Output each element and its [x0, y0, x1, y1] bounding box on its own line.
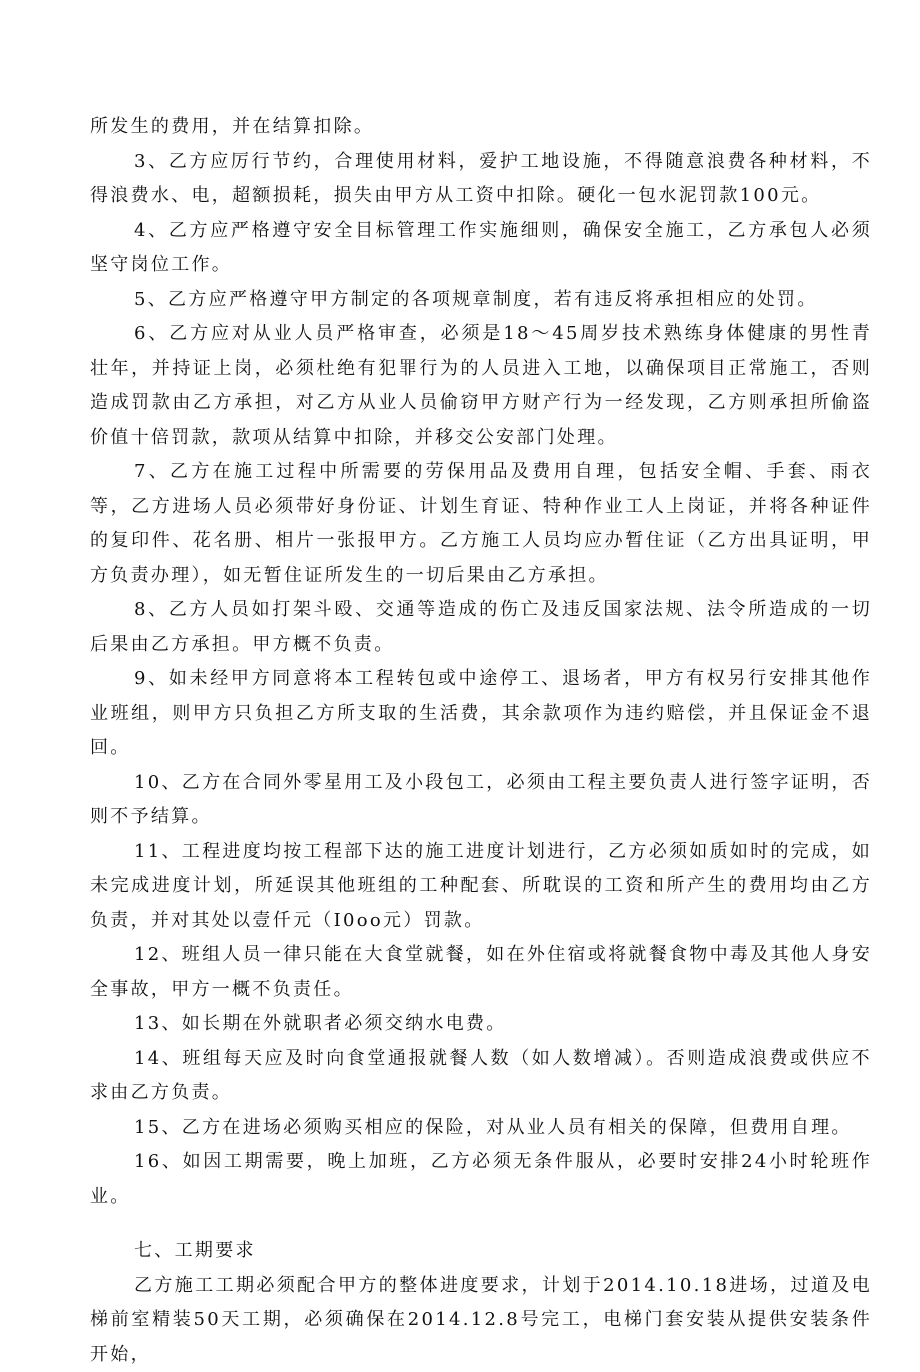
clause-5: 5、乙方应严格遵守甲方制定的各项规章制度，若有违反将承担相应的处罚。 — [90, 283, 872, 318]
section-heading: 七、工期要求 — [90, 1234, 872, 1269]
clause-10: 10、乙方在合同外零星用工及小段包工，必须由工程主要负责人进行签字证明，否则不予结算。 — [90, 766, 872, 835]
clause-8: 8、乙方人员如打架斗殴、交通等造成的伤亡及违反国家法规、法令所造成的一切后果由乙方承担。甲方概不负责。 — [90, 593, 872, 662]
clause-3: 3、乙方应厉行节约，合理使用材料，爱护工地设施，不得随意浪费各种材料，不得浪费水、电，超额损耗，损失由甲方从工资中扣除。硬化一包水泥罚款100元。 — [90, 145, 872, 214]
section-paragraph: 乙方施工工期必须配合甲方的整体进度要求，计划于2014.10.18进场，过道及电梯前室精装50天工期，必须确保在2014.12.8号完工，电梯门套安装从提供安装条件开始， — [90, 1269, 872, 1372]
section-spacer — [90, 1214, 872, 1234]
clause-12: 12、班组人员一律只能在大食堂就餐，如在外住宿或将就餐食物中毒及其他人身安全事故，甲方一概不负责任。 — [90, 938, 872, 1007]
clause-4: 4、乙方应严格遵守安全目标管理工作实施细则，确保安全施工，乙方承包人必须坚守岗位工作。 — [90, 214, 872, 283]
clause-14: 14、班组每天应及时向食堂通报就餐人数（如人数增减）。否则造成浪费或供应不求由乙方负责。 — [90, 1042, 872, 1111]
clause-13: 13、如长期在外就职者必须交纳水电费。 — [90, 1007, 872, 1042]
document-body — [90, 110, 872, 1372]
clause-6: 6、乙方应对从业人员严格审查，必须是18～45周岁技术熟练身体健康的男性青壮年，并持证上岗，必须杜绝有犯罪行为的人员进入工地，以确保项目正常施工，否则造成罚款由乙方承担，对乙方从业人员偷窃甲方财产行为一经发现，乙方则承担所偷盗价值十倍罚款，款项从结算中扣除，并移交公安部门处理。 — [90, 317, 872, 455]
clause-7: 7、乙方在施工过程中所需要的劳保用品及费用自理，包括安全帽、手套、雨衣等，乙方进场人员必须带好身份证、计划生育证、特种作业工人上岗证，并将各种证件的复印件、花名册、相片一张报甲方。乙方施工人员均应办暂住证（乙方出具证明，甲方负责办理），如无暂住证所发生的一切后果由乙方承担。 — [90, 455, 872, 593]
paragraph-continuation: 所发生的费用，并在结算扣除。 — [90, 110, 872, 145]
clause-11: 11、工程进度均按工程部下达的施工进度计划进行，乙方必须如质如时的完成，如未完成进度计划，所延误其他班组的工种配套、所耽误的工资和所产生的费用均由乙方负责，并对其处以壹仟元（I0oo元）罚款。 — [90, 835, 872, 939]
clause-16: 16、如因工期需要，晚上加班，乙方必须无条件服从，必要时安排24小时轮班作业。 — [90, 1145, 872, 1214]
clause-9: 9、如未经甲方同意将本工程转包或中途停工、退场者，甲方有权另行安排其他作业班组，则甲方只负担乙方所支取的生活费，其余款项作为违约赔偿，并且保证金不退回。 — [90, 662, 872, 766]
clause-15: 15、乙方在进场必须购买相应的保险，对从业人员有相关的保障，但费用自理。 — [90, 1111, 872, 1146]
